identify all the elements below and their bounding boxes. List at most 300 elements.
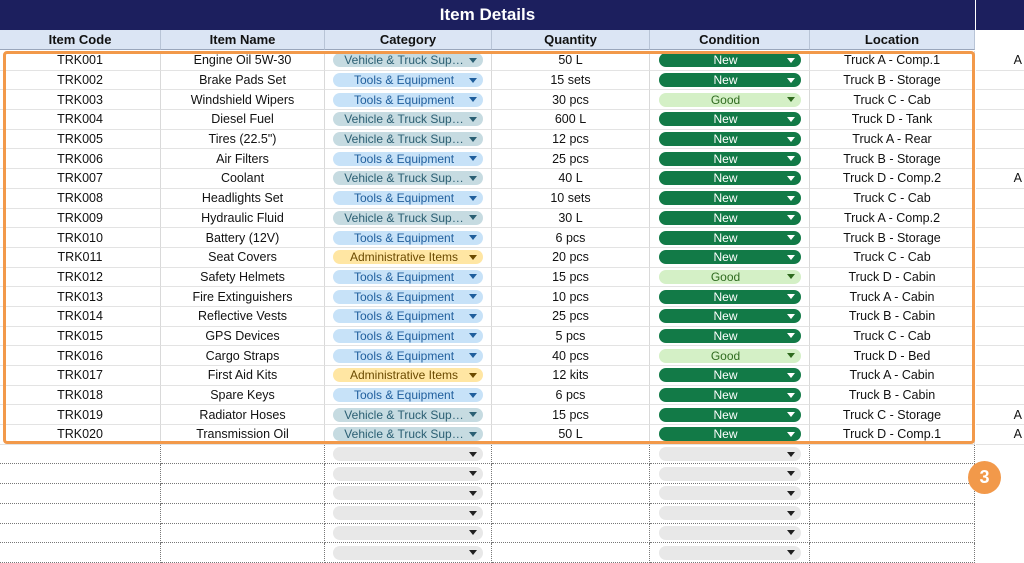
dropdown-arrow-icon[interactable]	[469, 215, 477, 220]
category-cell[interactable]	[325, 346, 492, 366]
dropdown-arrow-icon[interactable]	[469, 550, 477, 555]
category-cell[interactable]	[325, 71, 492, 91]
category-dropdown-label: Administrative Items	[349, 250, 459, 265]
adjacent-cell[interactable]	[976, 90, 1024, 110]
condition-cell[interactable]	[650, 346, 810, 366]
condition-dropdown[interactable]	[659, 53, 801, 67]
category-cell[interactable]	[325, 386, 492, 406]
item-code-cell[interactable]: TRK013	[0, 287, 161, 307]
location-cell[interactable]: Truck A - Cabin	[810, 366, 975, 386]
adjacent-cell[interactable]: A	[976, 405, 1024, 425]
condition-dropdown[interactable]	[659, 447, 801, 461]
condition-dropdown[interactable]	[659, 93, 801, 107]
dropdown-arrow-icon[interactable]	[469, 235, 477, 240]
category-dropdown[interactable]	[333, 53, 483, 67]
empty-cell[interactable]	[650, 484, 810, 504]
category-dropdown[interactable]	[333, 368, 483, 382]
empty-cell[interactable]	[492, 504, 650, 524]
condition-dropdown-label: Good	[710, 92, 741, 107]
category-cell[interactable]	[325, 209, 492, 229]
location-cell[interactable]: Truck D - Comp.2	[810, 169, 975, 189]
adjacent-cell[interactable]	[976, 307, 1024, 327]
location-cell[interactable]: Truck C - Storage	[810, 405, 975, 425]
condition-dropdown[interactable]	[659, 191, 801, 205]
dropdown-arrow-icon[interactable]	[787, 412, 795, 417]
category-dropdown[interactable]	[333, 388, 483, 402]
empty-cell[interactable]	[161, 504, 325, 524]
location-cell[interactable]: Truck A - Comp.2	[810, 209, 975, 229]
empty-cell[interactable]	[492, 524, 650, 544]
table-row	[0, 268, 975, 288]
condition-cell[interactable]	[650, 110, 810, 130]
quantity-cell[interactable]: 5 pcs	[492, 327, 650, 347]
empty-cell[interactable]	[325, 484, 492, 504]
item-name-cell[interactable]: Spare Keys	[161, 386, 325, 406]
adjacent-cell[interactable]	[976, 386, 1024, 406]
quantity-cell[interactable]: 15 pcs	[492, 268, 650, 288]
dropdown-arrow-icon[interactable]	[787, 235, 795, 240]
category-cell[interactable]	[325, 366, 492, 386]
empty-cell[interactable]	[325, 543, 492, 563]
location-cell[interactable]: Truck C - Cab	[810, 327, 975, 347]
category-cell[interactable]	[325, 51, 492, 71]
condition-cell[interactable]	[650, 248, 810, 268]
dropdown-arrow-icon[interactable]	[787, 274, 795, 279]
quantity-cell[interactable]: 40 L	[492, 169, 650, 189]
condition-dropdown[interactable]	[659, 526, 801, 540]
condition-dropdown[interactable]	[659, 427, 801, 441]
empty-cell[interactable]	[0, 445, 161, 465]
adjacent-cell[interactable]	[976, 71, 1024, 91]
empty-cell[interactable]	[650, 543, 810, 563]
dropdown-arrow-icon[interactable]	[469, 137, 477, 142]
quantity-cell[interactable]: 600 L	[492, 110, 650, 130]
item-code-cell[interactable]: TRK009	[0, 209, 161, 229]
item-code-cell[interactable]: TRK010	[0, 228, 161, 248]
condition-dropdown-label: New	[713, 328, 738, 343]
empty-row	[0, 543, 975, 563]
adjacent-cell[interactable]: A	[976, 169, 1024, 189]
empty-cell[interactable]	[161, 524, 325, 544]
adjacent-cell[interactable]	[976, 268, 1024, 288]
dropdown-arrow-icon[interactable]	[787, 97, 795, 102]
empty-cell[interactable]	[0, 484, 161, 504]
condition-cell[interactable]	[650, 228, 810, 248]
adjacent-cell[interactable]	[976, 189, 1024, 209]
dropdown-arrow-icon[interactable]	[787, 58, 795, 63]
condition-cell[interactable]	[650, 268, 810, 288]
item-code-cell[interactable]: TRK014	[0, 307, 161, 327]
empty-cell[interactable]	[161, 543, 325, 563]
dropdown-arrow-icon[interactable]	[787, 294, 795, 299]
category-dropdown[interactable]	[333, 506, 483, 520]
column-header-item-code[interactable]: Item Code	[0, 30, 161, 50]
location-cell[interactable]: Truck D - Comp.1	[810, 425, 975, 445]
category-cell[interactable]	[325, 307, 492, 327]
location-cell[interactable]: Truck B - Storage	[810, 228, 975, 248]
empty-cell[interactable]	[0, 524, 161, 544]
dropdown-arrow-icon[interactable]	[469, 78, 477, 83]
item-name-cell[interactable]: Cargo Straps	[161, 346, 325, 366]
empty-cell[interactable]	[810, 484, 975, 504]
column-header-category[interactable]: Category	[325, 30, 492, 50]
adjacent-cell[interactable]	[976, 327, 1024, 347]
location-cell[interactable]: Truck D - Tank	[810, 110, 975, 130]
condition-cell[interactable]	[650, 366, 810, 386]
item-name-cell[interactable]: Headlights Set	[161, 189, 325, 209]
dropdown-arrow-icon[interactable]	[469, 294, 477, 299]
dropdown-arrow-icon[interactable]	[469, 530, 477, 535]
empty-cell[interactable]	[650, 464, 810, 484]
dropdown-arrow-icon[interactable]	[469, 333, 477, 338]
empty-cell[interactable]	[325, 445, 492, 465]
category-dropdown[interactable]	[333, 447, 483, 461]
empty-cell[interactable]	[492, 464, 650, 484]
category-dropdown[interactable]	[333, 526, 483, 540]
category-dropdown[interactable]	[333, 467, 483, 481]
dropdown-arrow-icon[interactable]	[787, 215, 795, 220]
condition-cell[interactable]	[650, 189, 810, 209]
condition-dropdown[interactable]	[659, 290, 801, 304]
condition-cell[interactable]	[650, 130, 810, 150]
empty-cell[interactable]	[810, 543, 975, 563]
category-dropdown[interactable]	[333, 211, 483, 225]
quantity-cell[interactable]: 15 pcs	[492, 405, 650, 425]
quantity-cell[interactable]: 50 L	[492, 425, 650, 445]
dropdown-arrow-icon[interactable]	[787, 78, 795, 83]
quantity-cell[interactable]: 10 sets	[492, 189, 650, 209]
dropdown-arrow-icon[interactable]	[787, 314, 795, 319]
dropdown-arrow-icon[interactable]	[787, 530, 795, 535]
adjacent-cell[interactable]: A	[976, 425, 1024, 445]
quantity-cell[interactable]: 6 pcs	[492, 386, 650, 406]
condition-dropdown[interactable]	[659, 270, 801, 284]
category-dropdown-label: Vehicle & Truck Sup…	[344, 171, 464, 186]
category-dropdown[interactable]	[333, 191, 483, 205]
dropdown-arrow-icon[interactable]	[787, 511, 795, 516]
empty-cell[interactable]	[161, 464, 325, 484]
item-code-cell[interactable]: TRK012	[0, 268, 161, 288]
item-name-cell[interactable]: GPS Devices	[161, 327, 325, 347]
category-dropdown[interactable]	[333, 309, 483, 323]
category-dropdown[interactable]	[333, 427, 483, 441]
item-name-cell[interactable]: Seat Covers	[161, 248, 325, 268]
condition-cell[interactable]	[650, 405, 810, 425]
adjacent-cell[interactable]	[976, 110, 1024, 130]
item-name-cell[interactable]: First Aid Kits	[161, 366, 325, 386]
condition-dropdown[interactable]	[659, 368, 801, 382]
category-dropdown[interactable]	[333, 546, 483, 560]
category-dropdown[interactable]	[333, 132, 483, 146]
item-code-cell[interactable]: TRK007	[0, 169, 161, 189]
category-dropdown[interactable]	[333, 250, 483, 264]
dropdown-arrow-icon[interactable]	[787, 491, 795, 496]
category-dropdown[interactable]	[333, 290, 483, 304]
item-code-cell[interactable]: TRK020	[0, 425, 161, 445]
dropdown-arrow-icon[interactable]	[787, 353, 795, 358]
empty-cell[interactable]	[0, 504, 161, 524]
category-cell[interactable]	[325, 228, 492, 248]
empty-cell[interactable]	[810, 524, 975, 544]
location-cell[interactable]: Truck A - Cabin	[810, 287, 975, 307]
adjacent-cell[interactable]	[976, 149, 1024, 169]
item-name-cell[interactable]: Fire Extinguishers	[161, 287, 325, 307]
category-dropdown[interactable]	[333, 171, 483, 185]
dropdown-arrow-icon[interactable]	[469, 97, 477, 102]
location-cell[interactable]: Truck C - Cab	[810, 90, 975, 110]
dropdown-arrow-icon[interactable]	[469, 117, 477, 122]
empty-cell[interactable]	[810, 464, 975, 484]
quantity-cell[interactable]: 30 L	[492, 209, 650, 229]
condition-cell[interactable]	[650, 169, 810, 189]
category-cell[interactable]	[325, 149, 492, 169]
condition-dropdown[interactable]	[659, 546, 801, 560]
condition-cell[interactable]	[650, 425, 810, 445]
item-name-cell[interactable]: Coolant	[161, 169, 325, 189]
dropdown-arrow-icon[interactable]	[469, 255, 477, 260]
condition-dropdown[interactable]	[659, 349, 801, 363]
location-cell[interactable]: Truck B - Cabin	[810, 386, 975, 406]
quantity-cell[interactable]: 12 pcs	[492, 130, 650, 150]
dropdown-arrow-icon[interactable]	[469, 511, 477, 516]
category-dropdown[interactable]	[333, 152, 483, 166]
item-code-cell[interactable]: TRK018	[0, 386, 161, 406]
adjacent-cell[interactable]	[976, 130, 1024, 150]
item-code-cell[interactable]: TRK002	[0, 71, 161, 91]
quantity-cell[interactable]: 30 pcs	[492, 90, 650, 110]
empty-cell[interactable]	[650, 445, 810, 465]
table-row	[0, 386, 975, 406]
empty-cell[interactable]	[492, 543, 650, 563]
item-name-cell[interactable]: Transmission Oil	[161, 425, 325, 445]
location-cell[interactable]: Truck B - Storage	[810, 71, 975, 91]
category-dropdown[interactable]	[333, 231, 483, 245]
dropdown-arrow-icon[interactable]	[469, 491, 477, 496]
category-dropdown[interactable]	[333, 349, 483, 363]
dropdown-arrow-icon[interactable]	[469, 471, 477, 476]
location-cell[interactable]: Truck C - Cab	[810, 248, 975, 268]
category-cell[interactable]	[325, 327, 492, 347]
condition-dropdown[interactable]	[659, 486, 801, 500]
condition-dropdown[interactable]	[659, 231, 801, 245]
category-dropdown-label: Vehicle & Truck Sup…	[344, 53, 464, 68]
category-cell[interactable]	[325, 425, 492, 445]
dropdown-arrow-icon[interactable]	[787, 432, 795, 437]
item-code-cell[interactable]: TRK001	[0, 51, 161, 71]
dropdown-arrow-icon[interactable]	[469, 373, 477, 378]
category-dropdown[interactable]	[333, 408, 483, 422]
column-header-quantity[interactable]: Quantity	[492, 30, 650, 50]
condition-dropdown[interactable]	[659, 73, 801, 87]
quantity-cell[interactable]: 6 pcs	[492, 228, 650, 248]
category-cell[interactable]	[325, 169, 492, 189]
condition-cell[interactable]	[650, 209, 810, 229]
adjacent-cell[interactable]	[976, 209, 1024, 229]
condition-dropdown[interactable]	[659, 408, 801, 422]
category-dropdown[interactable]	[333, 486, 483, 500]
category-dropdown-label: Tools & Equipment	[353, 269, 455, 284]
dropdown-arrow-icon[interactable]	[787, 255, 795, 260]
table-row	[0, 51, 975, 71]
dropdown-arrow-icon[interactable]	[787, 393, 795, 398]
category-cell[interactable]	[325, 405, 492, 425]
column-header-location[interactable]: Location	[810, 30, 975, 50]
dropdown-arrow-icon[interactable]	[469, 196, 477, 201]
dropdown-arrow-icon[interactable]	[469, 412, 477, 417]
item-code-cell[interactable]: TRK011	[0, 248, 161, 268]
column-header-condition[interactable]: Condition	[650, 30, 810, 50]
condition-dropdown[interactable]	[659, 152, 801, 166]
adjacent-cell[interactable]	[976, 346, 1024, 366]
dropdown-arrow-icon[interactable]	[787, 176, 795, 181]
dropdown-arrow-icon[interactable]	[469, 176, 477, 181]
empty-cell[interactable]	[325, 504, 492, 524]
empty-cell[interactable]	[650, 524, 810, 544]
location-cell[interactable]: Truck D - Cabin	[810, 268, 975, 288]
item-name-cell[interactable]: Engine Oil 5W-30	[161, 51, 325, 71]
empty-cell[interactable]	[650, 504, 810, 524]
item-name-cell[interactable]: Hydraulic Fluid	[161, 209, 325, 229]
condition-dropdown[interactable]	[659, 171, 801, 185]
item-code-cell[interactable]: TRK019	[0, 405, 161, 425]
category-cell[interactable]	[325, 189, 492, 209]
quantity-cell[interactable]: 40 pcs	[492, 346, 650, 366]
adjacent-cell[interactable]	[976, 366, 1024, 386]
condition-cell[interactable]	[650, 327, 810, 347]
item-name-cell[interactable]: Tires (22.5")	[161, 130, 325, 150]
item-name-cell[interactable]: Brake Pads Set	[161, 71, 325, 91]
quantity-cell[interactable]: 25 pcs	[492, 149, 650, 169]
location-cell[interactable]: Truck C - Cab	[810, 189, 975, 209]
location-cell[interactable]: Truck B - Storage	[810, 149, 975, 169]
dropdown-arrow-icon[interactable]	[469, 156, 477, 161]
condition-dropdown[interactable]	[659, 329, 801, 343]
condition-dropdown[interactable]	[659, 388, 801, 402]
category-dropdown-label: Vehicle & Truck Sup…	[344, 132, 464, 147]
condition-cell[interactable]	[650, 71, 810, 91]
category-cell[interactable]	[325, 268, 492, 288]
category-dropdown[interactable]	[333, 93, 483, 107]
quantity-cell[interactable]: 50 L	[492, 51, 650, 71]
location-cell[interactable]: Truck A - Comp.1	[810, 51, 975, 71]
condition-dropdown[interactable]	[659, 506, 801, 520]
dropdown-arrow-icon[interactable]	[787, 373, 795, 378]
item-name-cell[interactable]: Radiator Hoses	[161, 405, 325, 425]
item-code-cell[interactable]: TRK017	[0, 366, 161, 386]
category-dropdown[interactable]	[333, 73, 483, 87]
quantity-cell[interactable]: 12 kits	[492, 366, 650, 386]
empty-cell[interactable]	[492, 484, 650, 504]
category-cell[interactable]	[325, 110, 492, 130]
dropdown-arrow-icon[interactable]	[787, 156, 795, 161]
quantity-cell[interactable]: 10 pcs	[492, 287, 650, 307]
dropdown-arrow-icon[interactable]	[787, 471, 795, 476]
category-dropdown[interactable]	[333, 270, 483, 284]
dropdown-arrow-icon[interactable]	[469, 452, 477, 457]
category-dropdown-label: Tools & Equipment	[353, 309, 455, 324]
item-name-cell[interactable]: Reflective Vests	[161, 307, 325, 327]
category-dropdown-label: Tools & Equipment	[353, 151, 455, 166]
adjacent-cell[interactable]	[976, 287, 1024, 307]
item-name-cell[interactable]: Battery (12V)	[161, 228, 325, 248]
location-cell[interactable]: Truck D - Bed	[810, 346, 975, 366]
dropdown-arrow-icon[interactable]	[469, 314, 477, 319]
empty-cell[interactable]	[0, 464, 161, 484]
item-code-cell[interactable]: TRK015	[0, 327, 161, 347]
quantity-cell[interactable]: 25 pcs	[492, 307, 650, 327]
column-header-item-name[interactable]: Item Name	[161, 30, 325, 50]
empty-cell[interactable]	[161, 484, 325, 504]
adjacent-cell[interactable]: A	[976, 51, 1024, 71]
empty-cell[interactable]	[810, 504, 975, 524]
condition-dropdown[interactable]	[659, 132, 801, 146]
condition-cell[interactable]	[650, 90, 810, 110]
dropdown-arrow-icon[interactable]	[469, 58, 477, 63]
category-cell[interactable]	[325, 287, 492, 307]
adjacent-cell[interactable]	[976, 248, 1024, 268]
condition-cell[interactable]	[650, 287, 810, 307]
dropdown-arrow-icon[interactable]	[469, 274, 477, 279]
item-name-cell[interactable]: Safety Helmets	[161, 268, 325, 288]
category-cell[interactable]	[325, 130, 492, 150]
empty-cell[interactable]	[810, 445, 975, 465]
item-code-cell[interactable]: TRK003	[0, 90, 161, 110]
category-cell[interactable]	[325, 90, 492, 110]
quantity-cell[interactable]: 15 sets	[492, 71, 650, 91]
item-name-cell[interactable]: Air Filters	[161, 149, 325, 169]
empty-cell[interactable]	[325, 464, 492, 484]
empty-cell[interactable]	[325, 524, 492, 544]
dropdown-arrow-icon[interactable]	[469, 432, 477, 437]
item-code-cell[interactable]: TRK006	[0, 149, 161, 169]
dropdown-arrow-icon[interactable]	[787, 117, 795, 122]
item-code-cell[interactable]: TRK005	[0, 130, 161, 150]
item-name-cell[interactable]: Diesel Fuel	[161, 110, 325, 130]
item-name-cell[interactable]: Windshield Wipers	[161, 90, 325, 110]
condition-cell[interactable]	[650, 307, 810, 327]
category-cell[interactable]	[325, 248, 492, 268]
item-code-cell[interactable]: TRK016	[0, 346, 161, 366]
item-code-cell[interactable]: TRK004	[0, 110, 161, 130]
dropdown-arrow-icon[interactable]	[787, 333, 795, 338]
location-cell[interactable]: Truck B - Cabin	[810, 307, 975, 327]
dropdown-arrow-icon[interactable]	[787, 196, 795, 201]
dropdown-arrow-icon[interactable]	[787, 137, 795, 142]
dropdown-arrow-icon[interactable]	[787, 550, 795, 555]
dropdown-arrow-icon[interactable]	[787, 452, 795, 457]
condition-dropdown[interactable]	[659, 467, 801, 481]
empty-cell[interactable]	[161, 445, 325, 465]
quantity-cell[interactable]: 20 pcs	[492, 248, 650, 268]
category-dropdown[interactable]	[333, 329, 483, 343]
condition-dropdown-label: Good	[710, 269, 741, 284]
adjacent-cell[interactable]	[976, 228, 1024, 248]
item-code-cell[interactable]: TRK008	[0, 189, 161, 209]
empty-cell[interactable]	[492, 445, 650, 465]
location-cell[interactable]: Truck A - Rear	[810, 130, 975, 150]
condition-dropdown[interactable]	[659, 112, 801, 126]
condition-dropdown[interactable]	[659, 211, 801, 225]
dropdown-arrow-icon[interactable]	[469, 353, 477, 358]
empty-cell[interactable]	[0, 543, 161, 563]
category-dropdown[interactable]	[333, 112, 483, 126]
condition-dropdown[interactable]	[659, 309, 801, 323]
condition-cell[interactable]	[650, 51, 810, 71]
dropdown-arrow-icon[interactable]	[469, 393, 477, 398]
condition-dropdown[interactable]	[659, 250, 801, 264]
condition-cell[interactable]	[650, 386, 810, 406]
condition-cell[interactable]	[650, 149, 810, 169]
